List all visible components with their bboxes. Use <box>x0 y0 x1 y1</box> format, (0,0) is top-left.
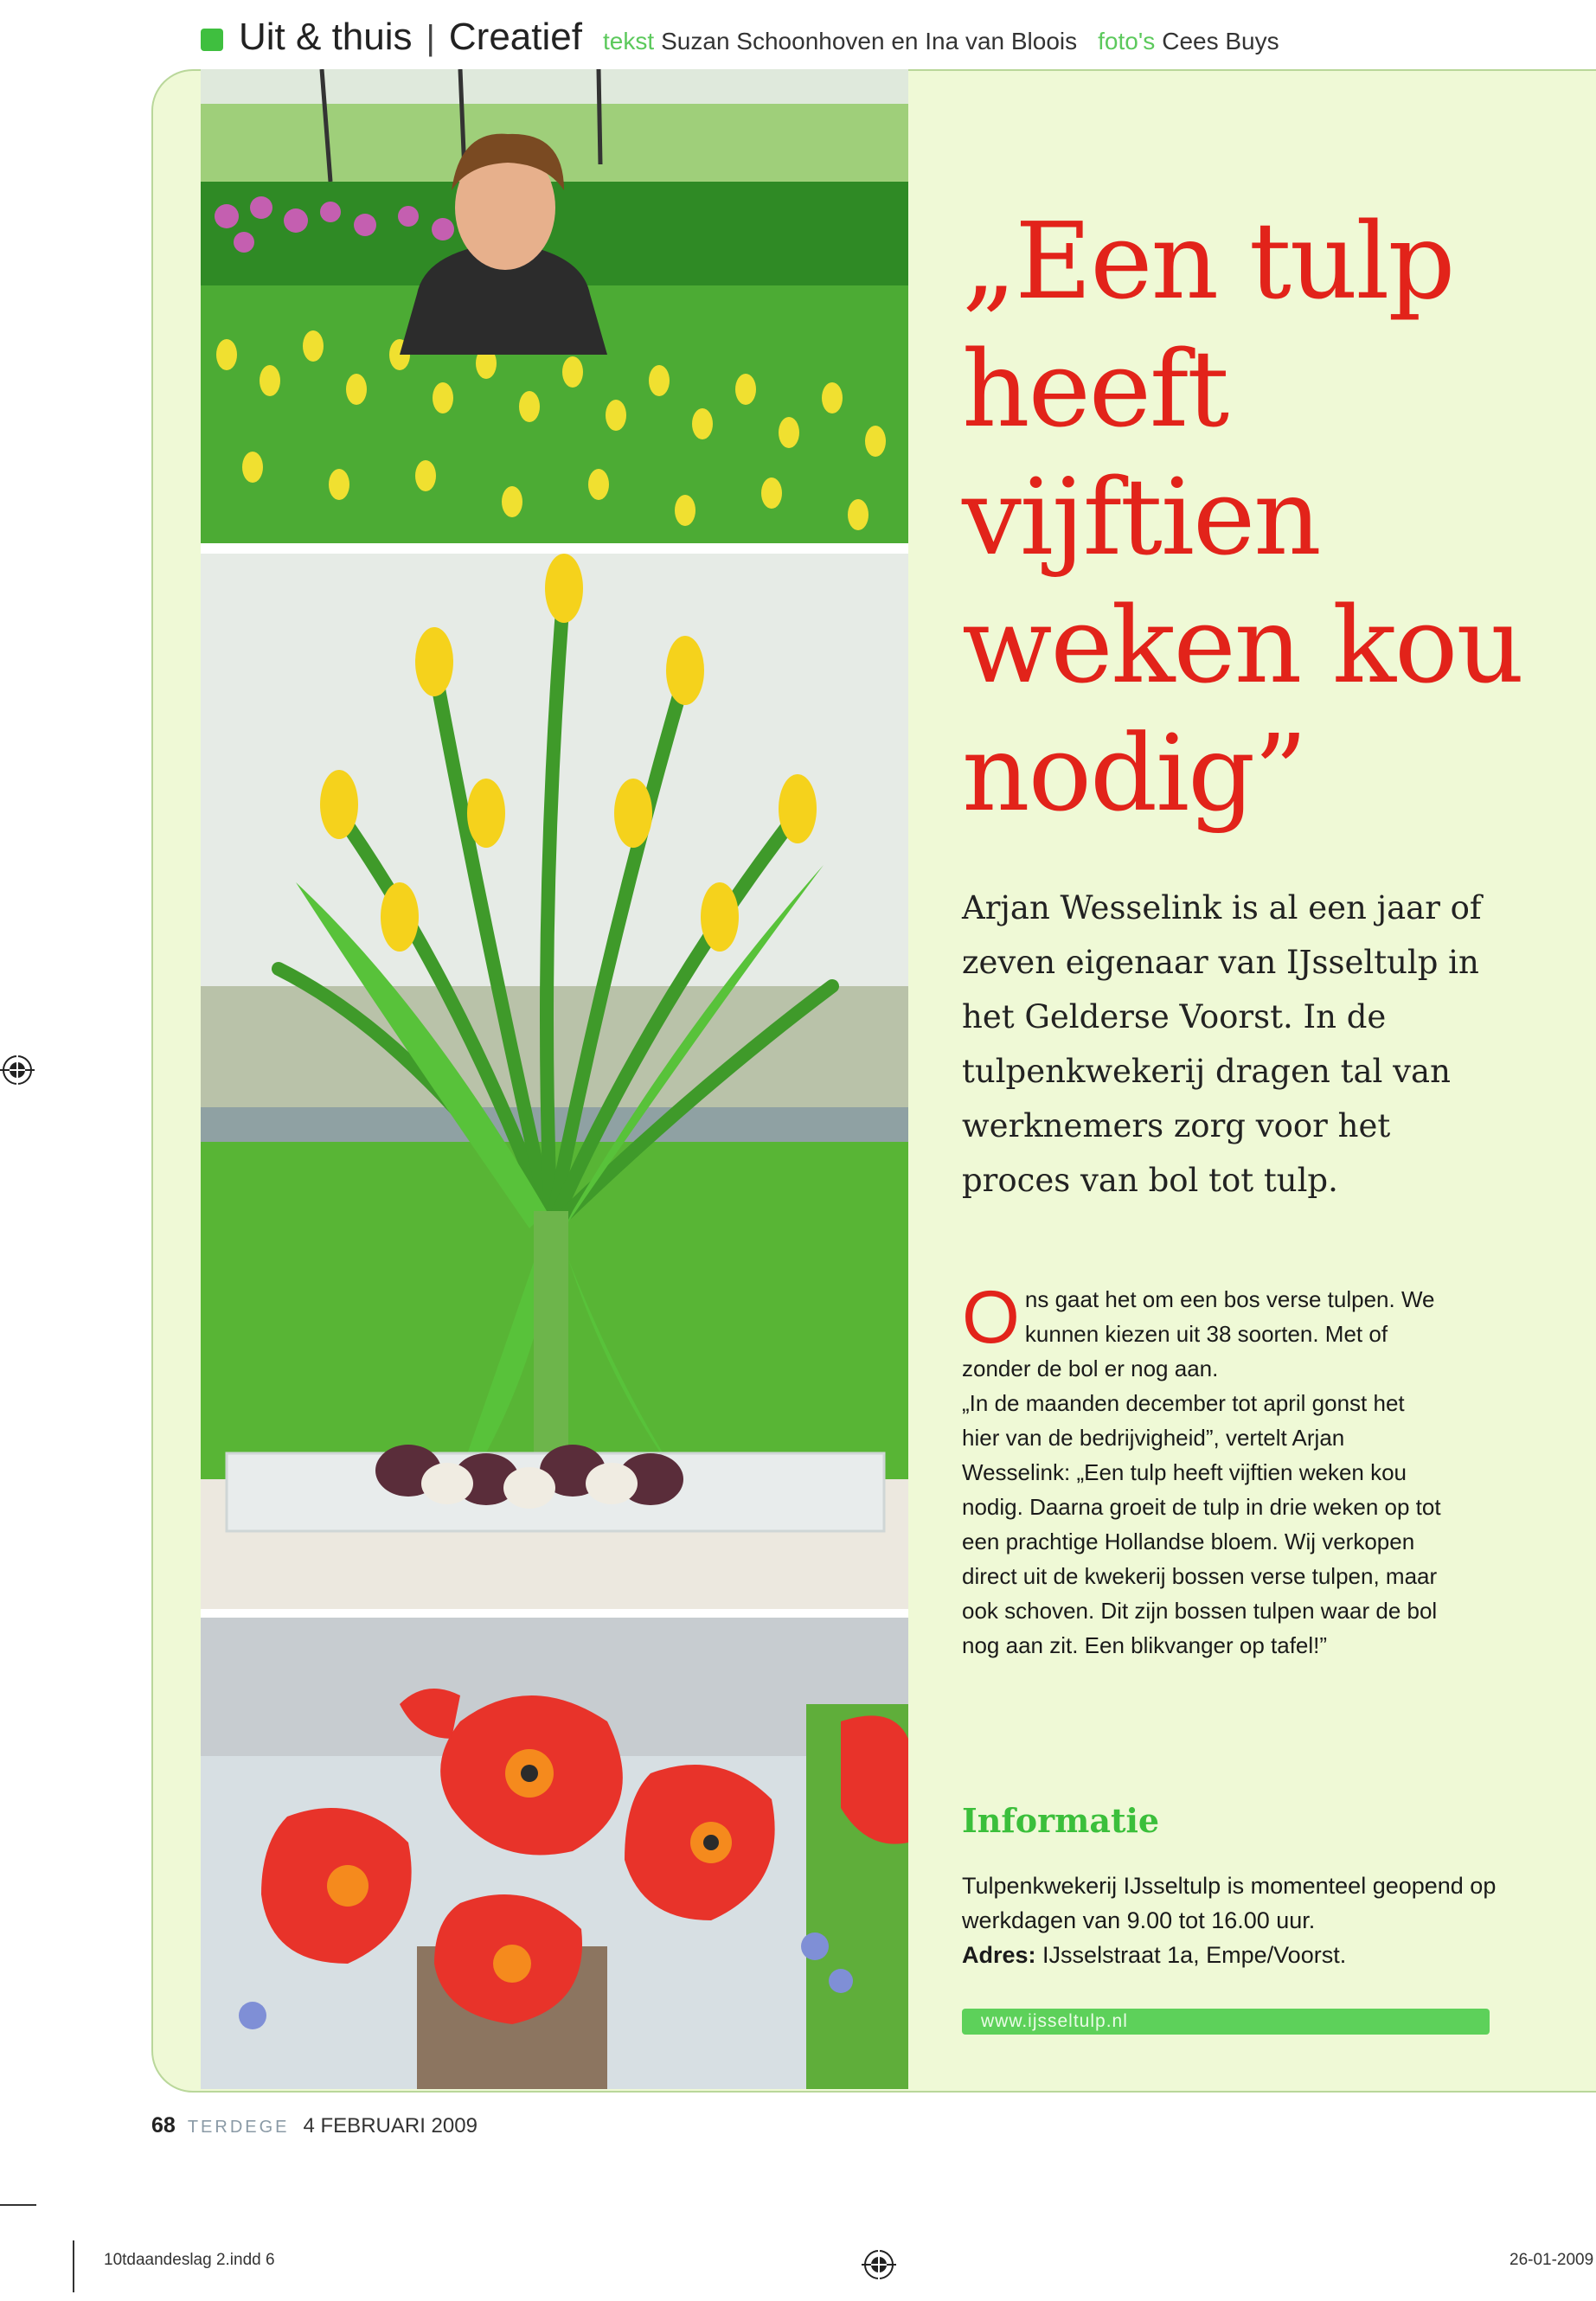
article-intro: Arjan Wesselink is al een jaar of zeven eigenaar van IJsseltulp in het Gelderse Voorst. In de tulpenkwekerij dragen tal van werknemers zorg voor het proces van bol tot tulp. <box>962 889 1482 1199</box>
subsection-name: Creatief <box>448 16 582 58</box>
text-credit-label: tekst <box>602 28 655 54</box>
page-number: 68 <box>151 2113 176 2138</box>
registration-mark-icon <box>862 2247 896 2282</box>
drop-cap: O <box>962 1276 1020 1359</box>
magazine-name: TERDEGE <box>187 2118 290 2137</box>
photo-grower-greenhouse <box>201 69 908 543</box>
section-name: Uit & thuis <box>239 16 413 58</box>
photo-red-tulips <box>201 1618 908 2089</box>
info-address-label: Adres: <box>962 1942 1036 1968</box>
photo-credit-label: foto's <box>1098 28 1156 54</box>
page-footer <box>151 2113 478 2138</box>
info-address: IJsselstraat 1a, Empe/Voorst. <box>1042 1942 1347 1968</box>
slug-filename: 10tdaandeslag 2.indd 6 <box>104 2251 275 2269</box>
registration-mark-icon <box>0 1053 35 1087</box>
crop-mark <box>73 2240 74 2292</box>
slug-date: 26-01-2009 <box>1509 2251 1594 2269</box>
article-title: „Een tulp heeft vijftien weken kou nodig” <box>962 200 1523 835</box>
article-body <box>962 1276 1446 1663</box>
text-credit-authors: Suzan Schoonhoven en Ina van Bloois <box>661 28 1078 54</box>
photo-tulip-bouquet <box>201 554 908 1609</box>
info-heading: Informatie <box>962 1801 1160 1840</box>
body-paragraph-2: „In de maanden december tot april gonst het hier van de bedrijvigheid”, vertelt Arjan Wesselink: „Een tulp heeft vijftien weken kou nodig. Daarna groeit de tulp in drie weken op tot een prachtige Hollandse bloem. Wij verkopen direct uit de kwekerij bossen verse tulpen, maar ook schoven. Dit zijn bossen tulpen waar de bol nog aan zit. Een blikvanger op tafel!” <box>962 1390 1441 1658</box>
issue-date: 4 FEBRUARI 2009 <box>303 2114 478 2138</box>
photo-credit-author: Cees Buys <box>1162 28 1279 54</box>
body-paragraph-1: ns gaat het om een bos verse tulpen. We kunnen kiezen uit 38 soorten. Met of zonder de bol er nog aan. <box>962 1286 1435 1381</box>
website-link[interactable]: www.ijsseltulp.nl <box>962 2009 1490 2035</box>
info-text <box>962 1868 1498 1972</box>
section-header <box>201 16 1279 64</box>
crop-mark <box>0 2204 36 2206</box>
section-square-icon <box>201 29 223 51</box>
info-opening-hours: Tulpenkwekerij IJsseltulp is momenteel geopend op werkdagen van 9.00 tot 16.00 uur. <box>962 1873 1497 1933</box>
section-separator: | <box>426 19 435 57</box>
